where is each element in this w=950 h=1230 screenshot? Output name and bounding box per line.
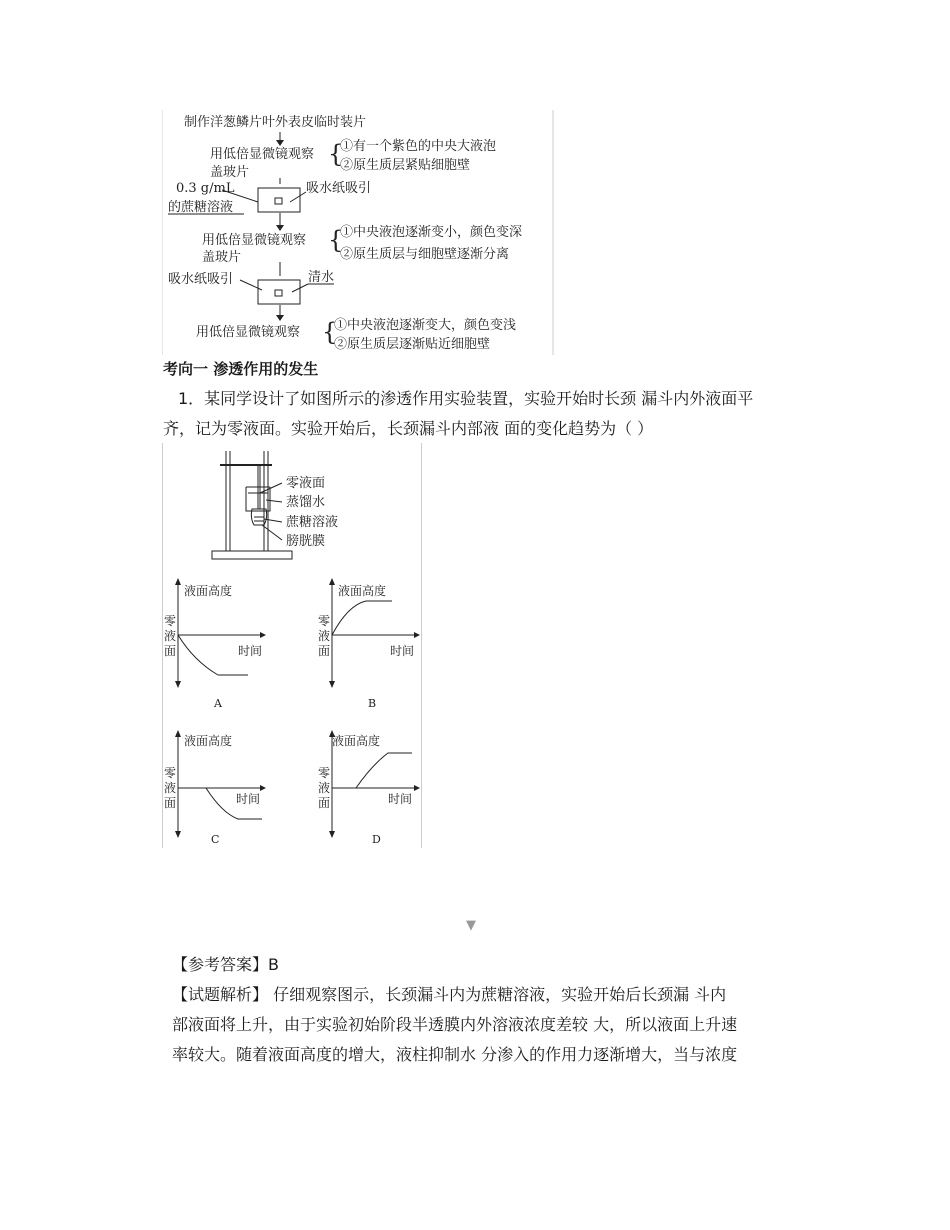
- label-bladder: 膀胱膜: [286, 534, 326, 549]
- zero-b-3: 面: [318, 644, 331, 658]
- flow-coverslip-1: 盖玻片: [210, 165, 250, 180]
- flow-water: 清水: [308, 270, 335, 285]
- flow-sucrose-conc: 0.3 g/mL: [176, 181, 235, 196]
- analysis-line-1: 【试题解析】 仔细观察图示，长颈漏斗内为蔗糖溶液，实验开始后长颈漏 斗内: [172, 985, 727, 1004]
- flow-observe-3: 用低倍显微镜观察: [196, 325, 301, 340]
- ylabel-a: 液面高度: [184, 584, 233, 598]
- ylabel-c: 液面高度: [184, 734, 233, 748]
- label-d: D: [372, 833, 381, 846]
- section-heading: 考向一 渗透作用的发生: [163, 360, 319, 378]
- zero-b-1: 零: [318, 614, 331, 628]
- zero-a-3: 面: [164, 644, 177, 658]
- label-distilled-water: 蒸馏水: [286, 495, 326, 510]
- curve-d: [332, 753, 412, 788]
- zero-c-3: 面: [164, 796, 177, 810]
- zero-c-2: 液: [164, 781, 177, 795]
- flow-obs2-b: ②原生质层与细胞壁逐渐分离: [340, 247, 510, 262]
- flow-observe-2: 用低倍显微镜观察: [202, 233, 307, 248]
- graph-a: [164, 578, 266, 710]
- zero-d-3: 面: [318, 796, 331, 810]
- xlabel-b: 时间: [390, 644, 415, 658]
- flow-brace-1: {: [328, 140, 344, 168]
- analysis-line-3: 率较大。随着液面高度的增大，液柱抑制水 分渗入的作用力逐渐增大，当与浓度: [172, 1045, 738, 1064]
- xlabel-c: 时间: [236, 792, 261, 806]
- flow-absorb-2: 吸水纸吸引: [168, 272, 234, 287]
- ylabel-d: 液面高度: [332, 734, 381, 748]
- zero-a-1: 零: [164, 614, 177, 628]
- osmosis-figure: [162, 443, 422, 848]
- flow-brace-3: {: [322, 318, 338, 346]
- curve-b: [332, 601, 392, 635]
- flow-coverslip-2: 盖玻片: [202, 250, 242, 265]
- label-a: A: [214, 697, 222, 710]
- label-zero-level: 零液面: [286, 476, 326, 491]
- flow-obs2-a: ①中央液泡逐渐变小，颜色变深: [340, 225, 523, 240]
- flow-step-1: 制作洋葱鳞片叶外表皮临时装片: [184, 115, 367, 130]
- apparatus-diagram: [212, 451, 338, 559]
- flow-observe-1: 用低倍显微镜观察: [210, 147, 315, 162]
- question-line-1: 1．某同学设计了如图所示的渗透作用实验装置，实验开始时长颈 漏斗内外液面平: [178, 389, 754, 408]
- xlabel-a: 时间: [238, 644, 263, 658]
- graph-d: [318, 730, 420, 846]
- zero-d-2: 液: [318, 781, 331, 795]
- slide-box-2: [258, 280, 300, 304]
- analysis-line-2: 部液面将上升，由于实验初始阶段半透膜内外溶液浓度差较 大，所以液面上升速: [172, 1015, 738, 1034]
- graph-c: [164, 730, 266, 846]
- flow-brace-2: {: [328, 226, 344, 254]
- flow-obs1-b: ②原生质层紧贴细胞壁: [340, 158, 471, 173]
- flow-sucrose-label: 的蔗糖溶液: [168, 200, 234, 215]
- flow-absorb-1: 吸水纸吸引: [306, 181, 372, 196]
- graph-b: [318, 578, 420, 710]
- label-sucrose-solution: 蔗糖溶液: [286, 515, 339, 530]
- zero-c-1: 零: [164, 766, 177, 780]
- expand-answer-toggle[interactable]: ▼: [466, 918, 476, 933]
- label-b: B: [368, 697, 377, 710]
- zero-d-1: 零: [318, 766, 331, 780]
- flow-obs3-b: ②原生质层逐渐贴近细胞壁: [334, 337, 491, 352]
- question-line-2: 齐，记为零液面。实验开始后，长颈漏斗内部液 面的变化趋势为（ ）: [163, 419, 654, 438]
- zero-a-2: 液: [164, 629, 177, 643]
- flow-obs3-a: ①中央液泡逐渐变大，颜色变浅: [334, 318, 517, 333]
- label-c: C: [211, 833, 220, 846]
- flow-obs1-a: ①有一个紫色的中央大液泡: [340, 139, 497, 154]
- plasmolysis-flowchart: [162, 110, 554, 355]
- xlabel-d: 时间: [388, 792, 413, 806]
- ylabel-b: 液面高度: [338, 584, 387, 598]
- zero-b-2: 液: [318, 629, 331, 643]
- answer-label: 【参考答案】B: [172, 955, 279, 974]
